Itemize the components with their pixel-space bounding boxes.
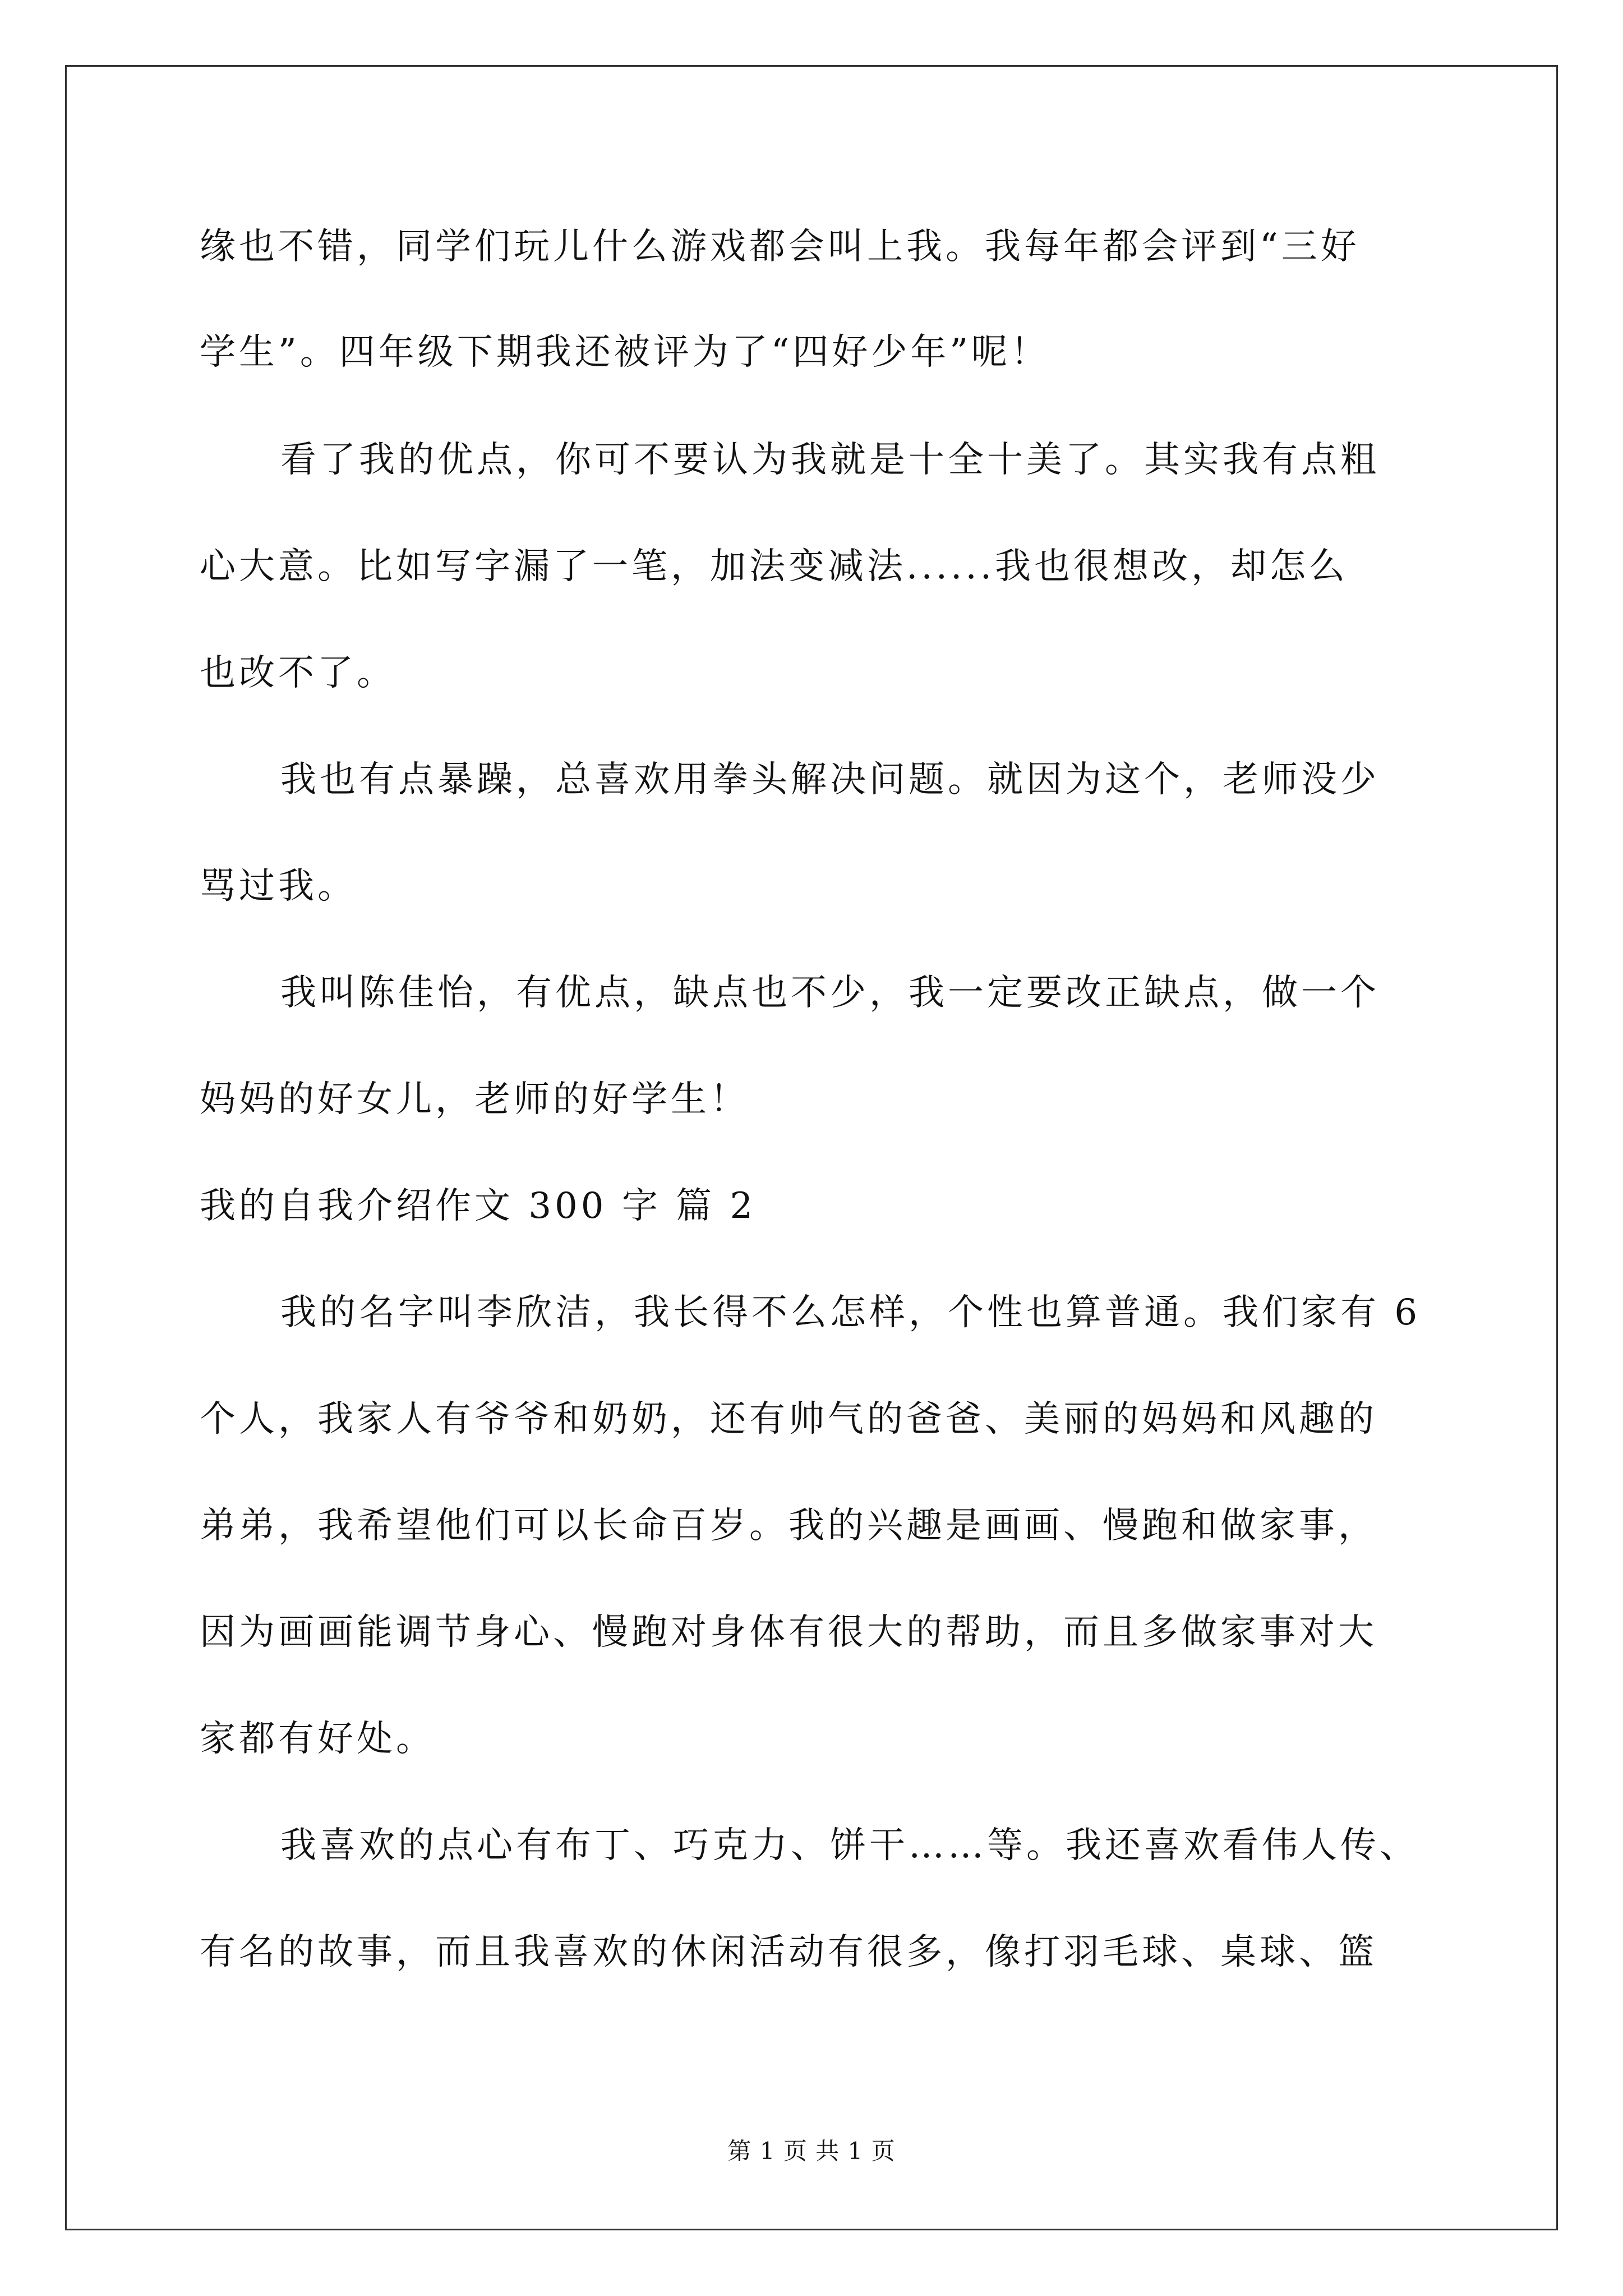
paragraph-first-line: 我喜欢的点心有布丁、巧克力、饼干……等。我还喜欢看伟人传、: [280, 1825, 1419, 1866]
text-line: 学生”。四年级下期我还被评为了“四好少年”呢！: [200, 332, 1050, 373]
paragraph-first-line: 看了我的优点，你可不要认为我就是十全十美了。其实我有点粗: [280, 439, 1380, 481]
text-line: 骂过我。: [200, 866, 357, 907]
text-line: 因为画画能调节身心、慢跑对身体有很大的帮助，而且多做家事对大: [200, 1612, 1377, 1653]
paragraph-first-line: 我也有点暴躁，总喜欢用拳头解决问题。就因为这个，老师没少: [280, 759, 1380, 800]
text-line: 也改不了。: [200, 652, 396, 694]
text-line: 心大意。比如写字漏了一笔，加法变减法......我也很想改，却怎么: [200, 546, 1349, 587]
paragraph-first-line: 我叫陈佳怡，有优点，缺点也不少，我一定要改正缺点，做一个: [280, 972, 1380, 1014]
section-heading: 我的自我介绍作文 300 字 篇 2: [200, 1185, 757, 1227]
text-line: 个人，我家人有爷爷和奶奶，还有帅气的爸爸、美丽的妈妈和风趣的: [200, 1398, 1377, 1440]
page-footer: 第 1 页 共 1 页: [727, 2137, 896, 2165]
text-line: 家都有好处。: [200, 1718, 435, 1760]
text-line: 缘也不错，同学们玩儿什么游戏都会叫上我。我每年都会评到“三好: [200, 226, 1360, 268]
text-line: 有名的故事，而且我喜欢的休闲活动有很多，像打羽毛球、桌球、篮: [200, 1931, 1377, 1973]
text-line: 妈妈的好女儿，老师的好学生！: [200, 1079, 749, 1120]
text-line: 弟弟，我希望他们可以长命百岁。我的兴趣是画画、慢跑和做家事，: [200, 1505, 1377, 1547]
page-border: [65, 65, 1558, 2230]
paragraph-first-line: 我的名字叫李欣洁，我长得不么怎样，个性也算普通。我们家有 6: [280, 1292, 1421, 1333]
